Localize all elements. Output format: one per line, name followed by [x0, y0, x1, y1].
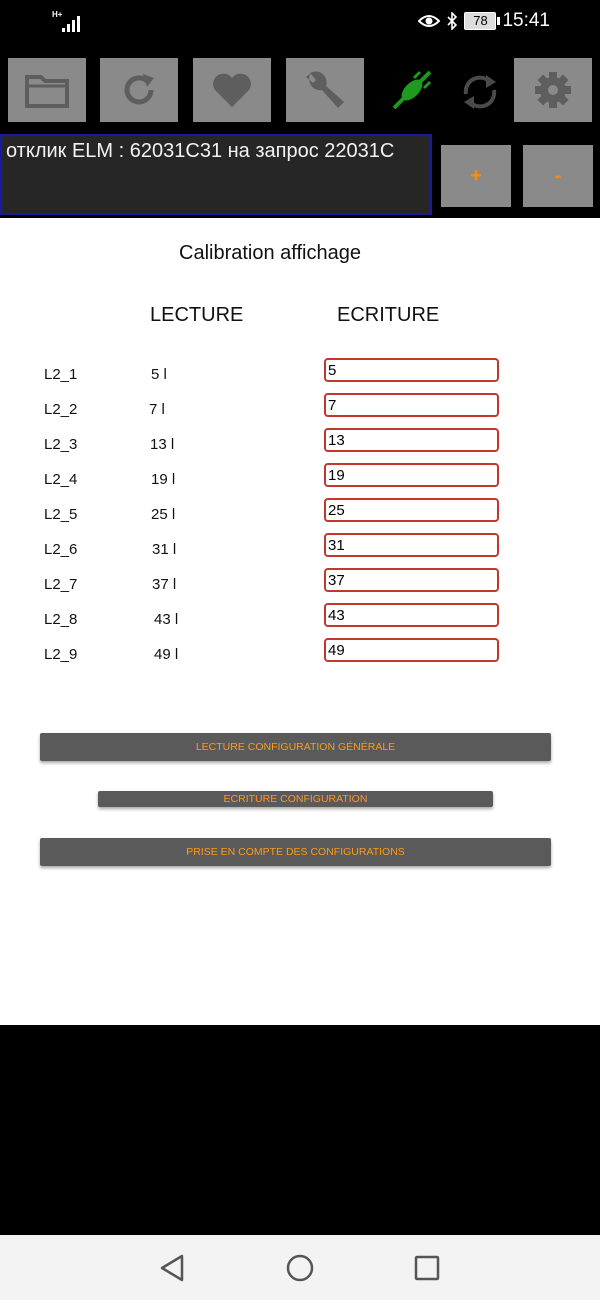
status-bar — [0, 0, 600, 48]
bluetooth-icon — [446, 12, 458, 30]
open-file-button[interactable] — [8, 58, 86, 122]
read-value: 43 l — [154, 611, 179, 628]
read-value: 7 l — [149, 401, 165, 418]
folder-icon — [24, 71, 70, 109]
write-value-input[interactable] — [324, 638, 499, 662]
row-label: L2_1 — [44, 366, 78, 383]
settings-button[interactable] — [514, 58, 592, 122]
home-icon[interactable] — [285, 1253, 315, 1283]
read-value: 13 l — [150, 436, 175, 453]
read-general-config-button[interactable]: LECTURE CONFIGURATION GÉNÉRALE — [40, 733, 551, 761]
toolbar — [0, 48, 600, 133]
write-column-header: ECRITURE — [337, 304, 440, 326]
row-label: L2_5 — [44, 506, 78, 523]
write-config-button[interactable]: ECRITURE CONFIGURATION — [98, 791, 493, 807]
read-value: 37 l — [152, 576, 177, 593]
write-value-input[interactable] — [324, 463, 499, 487]
read-value: 25 l — [151, 506, 176, 523]
write-value-input[interactable] — [324, 498, 499, 522]
read-value: 31 l — [152, 541, 177, 558]
elm-response-console: отклик ELM : 62031C31 на запрос 22031C — [0, 134, 432, 215]
calibration-row — [0, 393, 600, 428]
back-icon[interactable] — [158, 1253, 186, 1283]
calibration-row — [0, 463, 600, 498]
read-value: 19 l — [151, 471, 176, 488]
row-label: L2_2 — [44, 401, 78, 418]
read-column-header: LECTURE — [150, 304, 244, 326]
calibration-row — [0, 638, 600, 673]
row-label: L2_7 — [44, 576, 78, 593]
calibration-row — [0, 533, 600, 568]
eye-icon — [418, 13, 440, 29]
page-title: Calibration affichage — [179, 242, 361, 264]
read-value: 5 l — [151, 366, 167, 383]
calibration-row — [0, 498, 600, 533]
refresh-button[interactable] — [100, 58, 178, 122]
minus-button[interactable]: - — [523, 145, 593, 207]
calibration-panel — [0, 218, 600, 1025]
calibration-row — [0, 603, 600, 638]
read-value: 49 l — [154, 646, 179, 663]
row-label: L2_6 — [44, 541, 78, 558]
calibration-row — [0, 428, 600, 463]
gear-icon — [533, 70, 573, 110]
plus-button[interactable]: + — [441, 145, 511, 207]
write-value-input[interactable] — [324, 603, 499, 627]
favorite-button[interactable] — [193, 58, 271, 122]
signal-icon — [52, 12, 82, 34]
row-label: L2_8 — [44, 611, 78, 628]
write-value-input[interactable] — [324, 393, 499, 417]
write-value-input[interactable] — [324, 358, 499, 382]
connection-status[interactable] — [388, 66, 436, 114]
row-label: L2_9 — [44, 646, 78, 663]
status-right — [418, 10, 550, 32]
navigation-bar — [0, 1235, 600, 1300]
network-type: H+ — [52, 10, 63, 19]
battery-level: 78 — [473, 13, 488, 28]
apply-configs-button[interactable]: PRISE EN COMPTE DES CONFIGURATIONS — [40, 838, 551, 866]
write-value-input[interactable] — [324, 533, 499, 557]
recents-icon[interactable] — [414, 1255, 440, 1281]
calibration-row — [0, 568, 600, 603]
write-value-input[interactable] — [324, 568, 499, 592]
wrench-icon — [302, 67, 348, 113]
battery-icon — [464, 12, 496, 30]
tools-button[interactable] — [286, 58, 364, 122]
plug-connected-icon — [388, 66, 436, 114]
sync-button[interactable] — [458, 70, 502, 114]
calibration-row — [0, 358, 600, 393]
clock: 15:41 — [502, 10, 550, 31]
row-label: L2_3 — [44, 436, 78, 453]
row-label: L2_4 — [44, 471, 78, 488]
heart-icon — [211, 71, 253, 109]
write-value-input[interactable] — [324, 428, 499, 452]
sync-icon — [458, 70, 502, 114]
refresh-icon — [119, 70, 159, 110]
